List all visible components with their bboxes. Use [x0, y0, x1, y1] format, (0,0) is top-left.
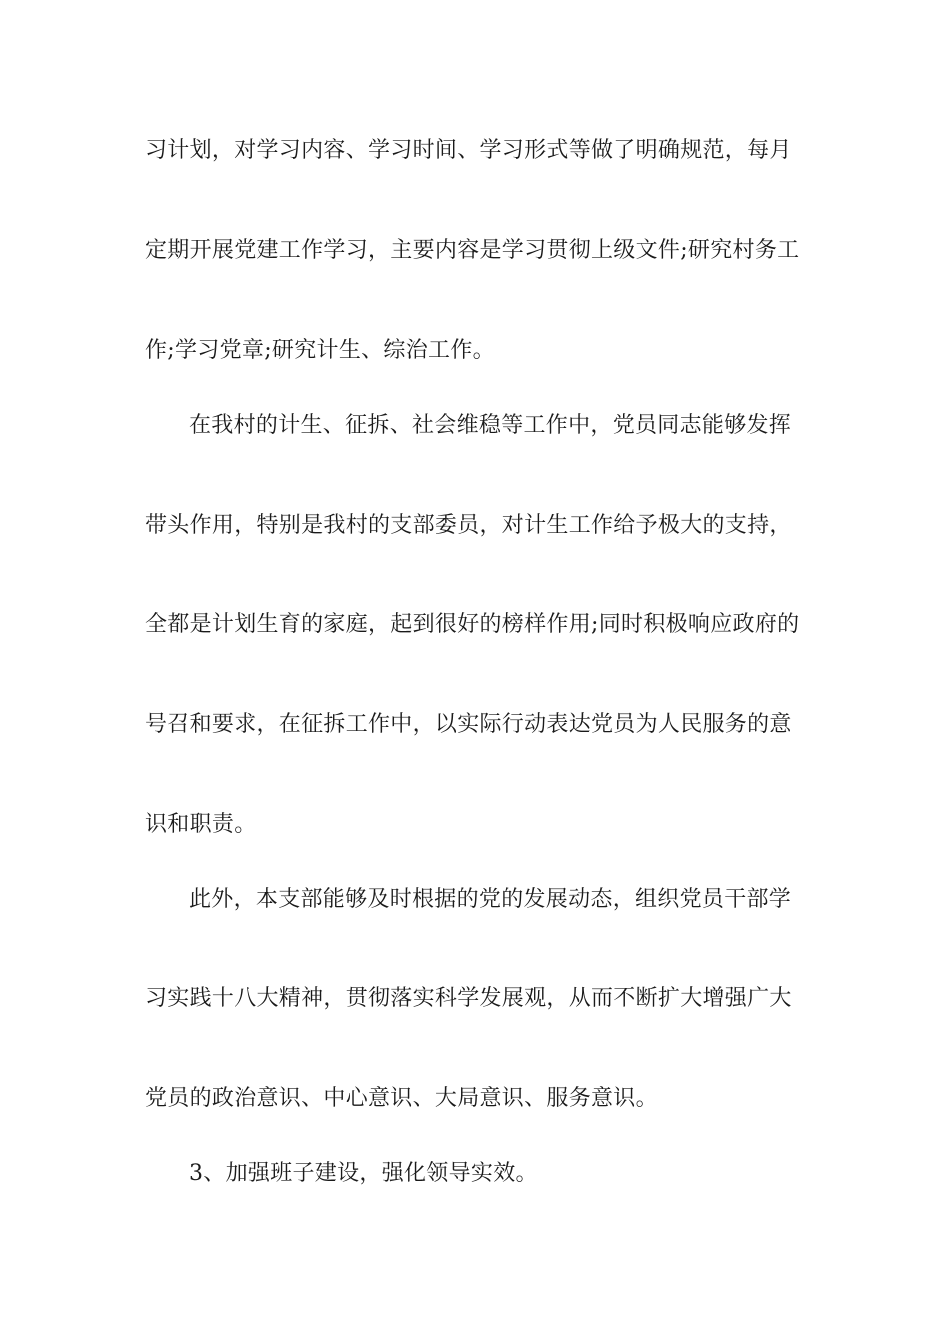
paragraph-start-line: 在我村的计生、征拆、社会维稳等工作中，党员同志能够发挥 [189, 413, 792, 438]
text-line: 识和职责。 [145, 812, 257, 837]
paragraph-start-line: 此外，本支部能够及时根据的党的发展动态，组织党员干部学 [189, 887, 792, 912]
text-line: 党员的政治意识、中心意识、大局意识、服务意识。 [145, 1086, 658, 1111]
text-line: 带头作用，特别是我村的支部委员，对计生工作给予极大的支持， [145, 513, 792, 538]
text-line: 习计划，对学习内容、学习时间、学习形式等做了明确规范，每月 [145, 138, 792, 163]
text-line: 号召和要求，在征拆工作中，以实际行动表达党员为人民服务的意 [145, 712, 792, 737]
section-heading: 3、加强班子建设，强化领导实效。 [189, 1161, 538, 1186]
text-line: 习实践十八大精神，贯彻落实科学发展观，从而不断扩大增强广大 [145, 986, 792, 1011]
text-line: 定期开展党建工作学习，主要内容是学习贯彻上级文件;研究村务工 [145, 238, 800, 263]
text-line: 作;学习党章;研究计生、综治工作。 [145, 338, 495, 363]
text-line: 全都是计划生育的家庭，起到很好的榜样作用;同时积极响应政府的 [145, 612, 800, 637]
